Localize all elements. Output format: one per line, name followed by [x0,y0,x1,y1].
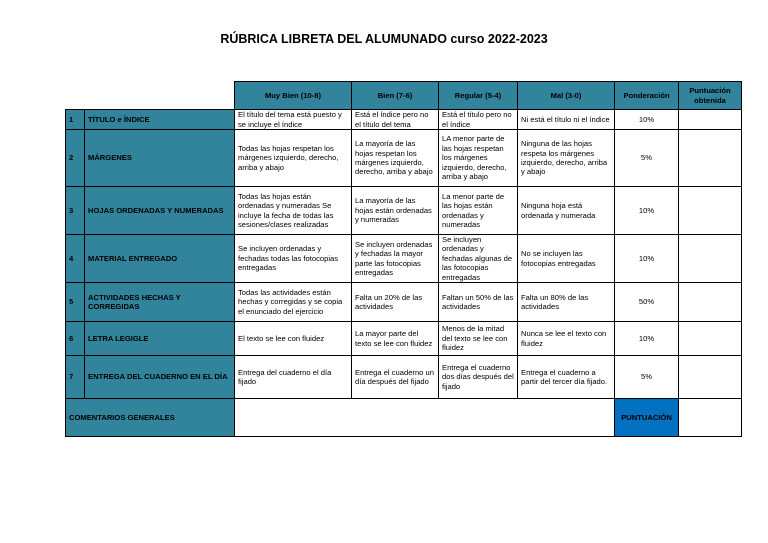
criterion-label: ACTIVIDADES HECHAS Y CORREGIDAS [85,283,235,322]
header-puntuacion-obtenida: Puntuación obtenida [679,82,742,110]
descriptor-muy-bien: Todas las hojas están ordenadas y numeradas Se incluye la fecha de todas las sesiones/clases realizadas [235,187,352,235]
descriptor-regular: Menos de la mitad del texto se lee con fluidez [439,322,518,356]
weight-value: 10% [615,187,679,235]
descriptor-mal: Ninguna de las hojas respeta los márgenes izquierdo, derecho, arriba y abajo [518,130,615,187]
rubric-row [66,187,742,235]
score-cell[interactable] [679,187,742,235]
descriptor-mal: Nunca se lee el texto con fluidez [518,322,615,356]
descriptor-bien: La mayor parte del texto se lee con fluidez [352,322,439,356]
descriptor-mal: Falta un 80% de las actividades [518,283,615,322]
row-number: 4 [66,235,85,283]
descriptor-regular: Está el título pero no el índice [439,110,518,130]
weight-value: 10% [615,322,679,356]
row-number: 1 [66,110,85,130]
puntuacion-field[interactable] [679,399,742,437]
row-number: 2 [66,130,85,187]
comments-label: COMENTARIOS GENERALES [66,399,235,437]
weight-value: 5% [615,130,679,187]
weight-value: 10% [615,110,679,130]
descriptor-regular: Entrega el cuaderno dos días después del fijado [439,356,518,399]
row-number: 7 [66,356,85,399]
descriptor-muy-bien: Todas las actividades están hechas y corregidas y se copia el enunciado del ejercicio [235,283,352,322]
criterion-label: MATERIAL ENTREGADO [85,235,235,283]
descriptor-bien: Falta un 20% de las actividades [352,283,439,322]
page-title: RÚBRICA LIBRETA DEL ALUMUNADO curso 2022-2023 [220,32,548,46]
score-cell[interactable] [679,283,742,322]
header-muy-bien: Muy Bien (10-8) [235,82,352,110]
criterion-label: MÁRGENES [85,130,235,187]
descriptor-bien: Está el índice pero no el título del tema [352,110,439,130]
weight-value: 50% [615,283,679,322]
criterion-label: HOJAS ORDENADAS Y NUMERADAS [85,187,235,235]
descriptor-bien: Entrega el cuaderno un día después del fijado [352,356,439,399]
rubric-row [66,356,742,399]
descriptor-muy-bien: El texto se lee con fluidez [235,322,352,356]
header-regular: Regular (5-4) [439,82,518,110]
header-ponderacion: Ponderación [615,82,679,110]
rubric-row [66,235,742,283]
criterion-label: ENTREGA DEL CUADERNO EN EL DÍA [85,356,235,399]
score-cell[interactable] [679,110,742,130]
header-bien: Bien (7-6) [352,82,439,110]
header-mal: Mal (3-0) [518,82,615,110]
score-cell[interactable] [679,322,742,356]
criterion-label: LETRA LEGIGLE [85,322,235,356]
weight-value: 10% [615,235,679,283]
comments-field[interactable] [235,399,615,437]
weight-value: 5% [615,356,679,399]
score-cell[interactable] [679,356,742,399]
descriptor-mal: Ni está el título ni el índice [518,110,615,130]
descriptor-bien: La mayoría de las hojas respetan los márgenes izquierdo, derecho, arriba y abajo [352,130,439,187]
descriptor-muy-bien: Se incluyen ordenadas y fechadas todas las fotocopias entregadas [235,235,352,283]
descriptor-muy-bien: El título del tema está puesto y se incluye el índice [235,110,352,130]
criterion-label: TÍTULO e ÍNDICE [85,110,235,130]
rubric-row [66,322,742,356]
footer-row [66,399,742,437]
puntuacion-label: PUNTUACIÓN [615,399,679,437]
row-number: 5 [66,283,85,322]
descriptor-regular: Faltan un 50% de las actividades [439,283,518,322]
descriptor-regular: Se incluyen ordenadas y fechadas algunas de las fotocopias entregadas [439,235,518,283]
rubric-row [66,283,742,322]
row-number: 3 [66,187,85,235]
descriptor-regular: LA menor parte de las hojas respetan los márgenes izquierdo, derecho, arriba y abajo [439,130,518,187]
descriptor-muy-bien: Todas las hojas respetan los márgenes izquierdo, derecho, arriba y abajo [235,130,352,187]
rubric-table [65,81,742,437]
header-spacer [66,82,235,110]
descriptor-bien: La mayoría de las hojas están ordenadas y numeradas [352,187,439,235]
row-number: 6 [66,322,85,356]
rubric-row [66,110,742,130]
descriptor-mal: No se incluyen las fotocopias entregadas [518,235,615,283]
header-row [66,82,742,110]
score-cell[interactable] [679,235,742,283]
descriptor-regular: La menor parte de las hojas están ordenadas y numeradas [439,187,518,235]
descriptor-muy-bien: Entrega del cuaderno el día fijado [235,356,352,399]
score-cell[interactable] [679,130,742,187]
descriptor-mal: Entrega el cuaderno a partir del tercer día fijado. [518,356,615,399]
descriptor-bien: Se incluyen ordenadas y fechadas la mayor parte las fotocopias entregadas [352,235,439,283]
descriptor-mal: Ninguna hoja está ordenada y numerada [518,187,615,235]
rubric-row [66,130,742,187]
